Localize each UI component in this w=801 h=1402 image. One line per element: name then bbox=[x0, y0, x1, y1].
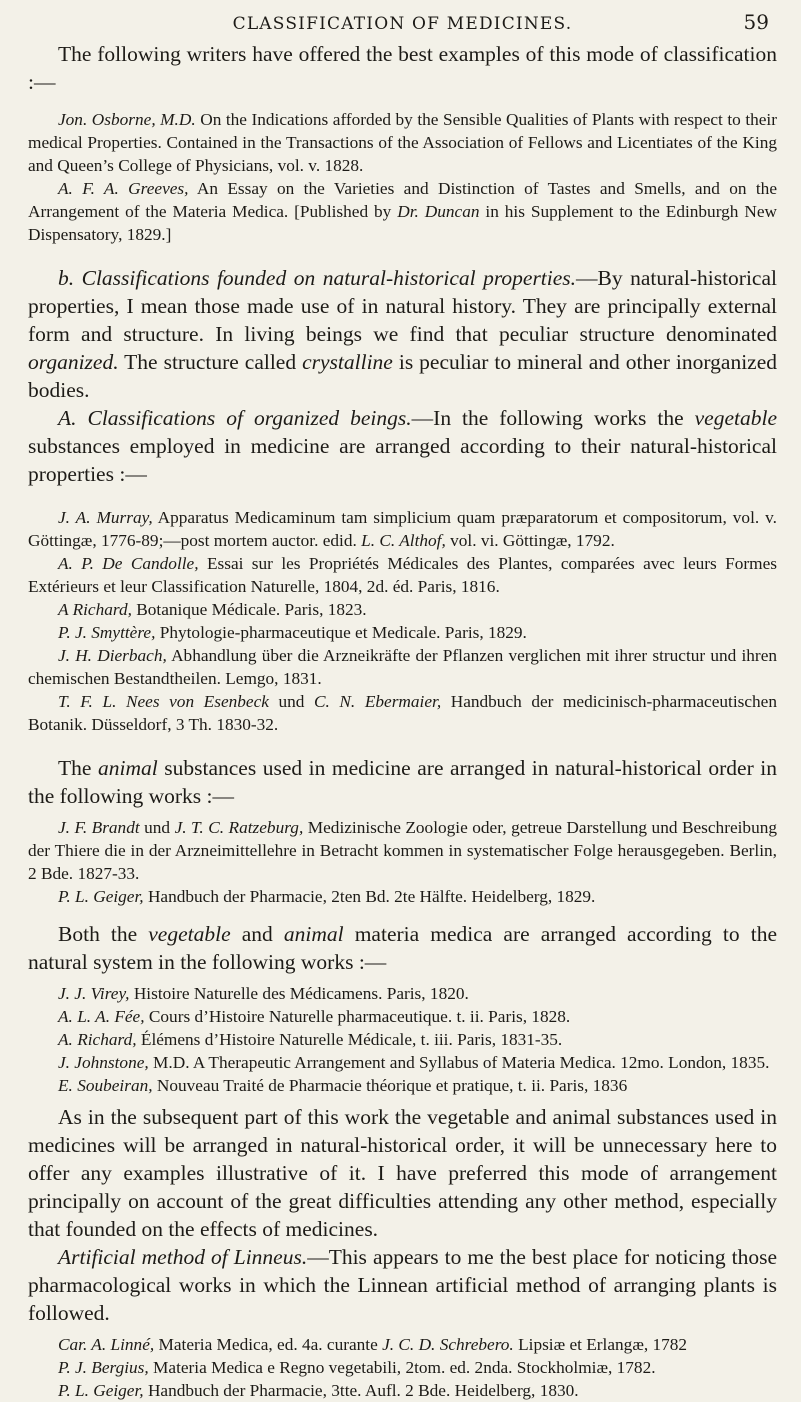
reference-author: J. Johnstone, bbox=[58, 1053, 149, 1072]
reference-author: J. T. C. Ratzeburg, bbox=[174, 818, 304, 837]
reference-author: J. J. Virey, bbox=[58, 984, 130, 1003]
reference-entry: J. A. Murray, Apparatus Medicaminum tam simplicium quam præparatorum et compositorum, vol. v. Göttingæ, 1776-89;—post mortem auctor. edid. L. C. Althof, vol. vi. Göttingæ, 1792. bbox=[28, 508, 777, 550]
reference-author: P. J. Bergius, bbox=[58, 1358, 149, 1377]
reference-author: A. Richard, bbox=[58, 1030, 137, 1049]
reference-entry: P. L. Geiger, Handbuch der Pharmacie, 3tte. Aufl. 2 Bde. Heidelberg, 1830. bbox=[58, 1381, 579, 1400]
reference-author: Jon. Osborne, M.D. bbox=[58, 110, 196, 129]
reference-text: in his Supplement to the Edinburgh New Dispensatory, 1829.] bbox=[28, 202, 777, 244]
reference-text: On the Indications afforded by the Sensible Qualities of Plants with respect to their medical Properties. Contained in the Transactions of the Association of Fellows and Licentiates of the King and Queen’s College of Physicians, vol. v. 1828. bbox=[28, 110, 777, 175]
section-b-heading: b. Classifications founded on natural-historical properties. bbox=[58, 266, 577, 290]
references-b bbox=[28, 506, 777, 736]
artificial-paragraph: Artificial method of Linneus.—This appears to me the best place for noticing those pharmacological works in which the Linnean artificial method of arranging plants is followed. bbox=[28, 1245, 777, 1325]
section-a-heading: A. Classifications of organized beings. bbox=[58, 406, 412, 430]
reference-entry bbox=[28, 177, 777, 246]
reference-entry: T. F. L. Nees von Esenbeck und C. N. Ebermaier, Handbuch der medicinisch-pharmaceutischen Botanik. Düsseldorf, 3 Th. 1830-32. bbox=[28, 692, 777, 734]
reference-author: A. F. A. Greeves, bbox=[58, 179, 189, 198]
reference-author: P. J. Smyttère, bbox=[58, 623, 156, 642]
reference-author: C. N. Ebermaier, bbox=[313, 692, 442, 711]
reference-entry: J. Johnstone, M.D. A Therapeutic Arrangement and Syllabus of Materia Medica. 12mo. London, 1835. bbox=[58, 1053, 770, 1072]
reference-entry: A Richard, Botanique Médicale. Paris, 1823. bbox=[58, 600, 367, 619]
reference-author: J. C. D. Schrebero. bbox=[382, 1335, 514, 1354]
reference-author: A. L. A. Fée, bbox=[58, 1007, 145, 1026]
reference-entry: P. J. Bergius, Materia Medica e Regno vegetabili, 2tom. ed. 2nda. Stockholmiæ, 1782. bbox=[58, 1358, 656, 1377]
running-head bbox=[28, 0, 777, 40]
reference-text: An Essay on the Varieties and Distinction of Tastes and Smells, and on the Arrangement of the Materia Medica. [Published by bbox=[28, 179, 777, 221]
page-body bbox=[28, 40, 777, 1402]
intro-paragraph: The following writers have offered the best examples of this mode of classification :— bbox=[28, 42, 777, 94]
reference-author: A Richard, bbox=[58, 600, 132, 619]
reference-entry: J. F. Brandt und J. T. C. Ratzeburg, Medizinische Zoologie oder, getreue Darstellung und Beschreibung der Thiere die in der Arzneimittellehre in Betracht kommen in systematischer Folge herausgegeben. Berlin, 2 Bde. 1827-33. bbox=[28, 818, 777, 883]
reference-entry: A. L. A. Fée, Cours d’Histoire Naturelle pharmaceutique. t. ii. Paris, 1828. bbox=[58, 1007, 571, 1026]
artificial-heading: Artificial method of Linneus. bbox=[58, 1245, 308, 1269]
reference-entry: A. P. De Candolle, Essai sur les Propriétés Médicales des Plantes, comparées avec leurs Formes Extérieurs et leur Classification Naturelle, 1804, 2d. éd. Paris, 1816. bbox=[28, 554, 777, 596]
reference-entry: P. J. Smyttère, Phytologie-pharmaceutique et Medicale. Paris, 1829. bbox=[58, 623, 527, 642]
animal-paragraph: The animal substances used in medicine are arranged in natural-historical order in the following works :— bbox=[28, 756, 777, 808]
reference-author: L. C. Althof, bbox=[361, 531, 446, 550]
reference-author: J. F. Brandt bbox=[58, 818, 140, 837]
subsequent-paragraph: As in the subsequent part of this work the vegetable and animal substances used in medicines will be arranged in natural-historical order, it will be unnecessary here to offer any examples illustrative of it. I have preferred this mode of arrangement principally on account of the great difficulties attending any other method, especially that founded on the effects of medicines. bbox=[28, 1105, 777, 1241]
references-d bbox=[28, 982, 777, 1097]
running-title: CLASSIFICATION OF MEDICINES. bbox=[232, 14, 573, 34]
reference-author: A. P. De Candolle, bbox=[58, 554, 199, 573]
reference-author: T. F. L. Nees von Esenbeck bbox=[58, 692, 269, 711]
reference-entry: P. L. Geiger, Handbuch der Pharmacie, 2ten Bd. 2te Hälfte. Heidelberg, 1829. bbox=[58, 887, 596, 906]
reference-author: Dr. Duncan bbox=[397, 202, 480, 221]
references-e bbox=[28, 1333, 777, 1402]
reference-entry: A. Richard, Élémens d’Histoire Naturelle Médicale, t. iii. Paris, 1831-35. bbox=[58, 1030, 563, 1049]
references-c bbox=[28, 816, 777, 908]
both-paragraph: Both the vegetable and animal materia medica are arranged according to the natural system in the following works :— bbox=[28, 922, 777, 974]
reference-author: P. L. Geiger, bbox=[58, 1381, 144, 1400]
reference-author: E. Soubeiran, bbox=[58, 1076, 153, 1095]
reference-entry: J. H. Dierbach, Abhandlung über die Arzneikräfte der Pflanzen verglichen mit ihrer structur und ihren chemischen Bestandtheilen. Lemgo, 1831. bbox=[28, 646, 777, 688]
reference-entry: Car. A. Linné, Materia Medica, ed. 4a. curante J. C. D. Schrebero. Lipsiæ et Erlangæ, 1782 bbox=[58, 1335, 688, 1354]
section-b-paragraph: b. Classifications founded on natural-historical properties.—By natural-historical properties, I mean those made use of in natural history. They are principally external form and structure. In living beings we find that peculiar structure denominated organized. The structure called crystalline is peculiar to mineral and other inorganized bodies. bbox=[28, 266, 777, 402]
reference-author: J. A. Murray, bbox=[58, 508, 153, 527]
section-a-paragraph: A. Classifications of organized beings.—In the following works the vegetable substances employed in medicine are arranged according to their natural-historical properties :— bbox=[28, 406, 777, 486]
reference-entry: E. Soubeiran, Nouveau Traité de Pharmacie théorique et pratique, t. ii. Paris, 1836 bbox=[58, 1076, 628, 1095]
reference-author: Car. A. Linné, bbox=[58, 1335, 155, 1354]
reference-entry: J. J. Virey, Histoire Naturelle des Médicamens. Paris, 1820. bbox=[58, 984, 469, 1003]
reference-entry bbox=[28, 108, 777, 177]
page-number: 59 bbox=[743, 10, 769, 34]
reference-author: P. L. Geiger, bbox=[58, 887, 144, 906]
references-a bbox=[28, 108, 777, 246]
reference-author: J. H. Dierbach, bbox=[58, 646, 167, 665]
